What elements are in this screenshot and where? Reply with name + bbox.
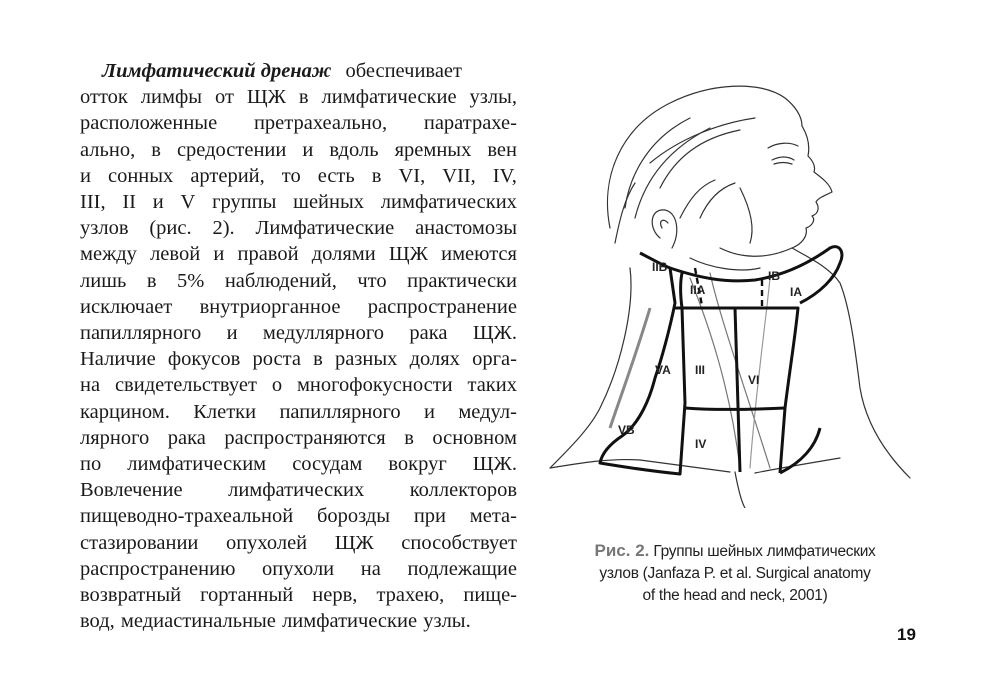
figure-neck-lymph-nodes: [540, 68, 950, 508]
region-v-outline: [600, 253, 685, 474]
paragraph-line-11: Наличие фокусов роста в разных долях орга-: [80, 348, 517, 371]
head-outline: [608, 86, 803, 228]
lead-rest: обеспечивает: [345, 60, 462, 82]
paragraph-line-16: Вовлечение лимфатических коллекторов: [80, 479, 517, 502]
lymph-regions: [600, 247, 842, 474]
label-va: VA: [655, 363, 671, 377]
face-profile: [792, 126, 832, 248]
caption-figure-number: Рис. 2.: [594, 541, 650, 560]
caption-line-3: of the head and neck, 2001): [642, 587, 828, 604]
paragraph-lines: [80, 84, 517, 634]
lead-term: Лимфатический дренаж: [102, 60, 332, 82]
neck-front-outline: [792, 248, 910, 478]
label-iib: IIB: [652, 260, 668, 274]
neck-illustration: [540, 68, 950, 508]
label-iia: IIA: [690, 283, 706, 297]
paragraph-line-20: возвратный гортанный нерв, трахею, пище-: [80, 584, 517, 607]
body-paragraph: [80, 58, 517, 634]
paragraph-line-1: отток лимфы от ЩЖ в лимфатические узлы,: [80, 86, 517, 109]
paragraph-line-14: лярного рака распространяются в основном: [80, 426, 517, 449]
label-ib: IB: [768, 269, 780, 283]
caption-line-2: узлов (Janfaza P. et al. Surgical anatomy: [599, 565, 871, 582]
paragraph-line-0: [80, 58, 517, 84]
figure-caption: [560, 540, 910, 607]
paragraph-line-19: распространению опухоли на подлежащие: [80, 557, 517, 580]
paragraph-line-18: стазировании опухолей ЩЖ способствует: [80, 531, 517, 554]
label-iv: IV: [695, 437, 707, 451]
paragraph-line-6: узлов (рис. 2). Лимфатические анастомозы: [80, 217, 517, 240]
label-iii: III: [695, 363, 706, 377]
label-ia: IA: [790, 285, 802, 299]
paragraph-line-15: по лимфатическим сосудам вокруг ЩЖ.: [80, 453, 517, 476]
label-vb: VB: [618, 423, 635, 437]
paragraph-line-9: исключает внутриорганное распространение: [80, 295, 517, 318]
paragraph-line-17: пищеводно-трахеальной борозды при мета-: [80, 505, 517, 528]
paragraph-line-10: папиллярного и медуллярного рака ЩЖ.: [80, 322, 517, 345]
label-vi: VI: [748, 373, 760, 387]
paragraph-line-21: вод, медиастинальные лимфатические узлы.: [80, 610, 471, 633]
caption-line-1: Группы шейных лимфатических: [653, 543, 876, 560]
paragraph-line-7: между левой и правой долями ЩЖ имеются: [80, 243, 517, 266]
paragraph-line-13: карцином. Клетки папиллярного и медул-: [80, 400, 517, 423]
paragraph-line-8: лишь в 5% наблюдений, что практически: [80, 269, 517, 292]
paragraph-line-5: III, II и V группы шейных лимфатических: [80, 191, 517, 214]
page-number: 19: [897, 625, 916, 644]
paragraph-line-3: ально, в средостении и вдоль яремных вен: [80, 138, 517, 161]
paragraph-line-4: и сонных артерий, то есть в VI, VII, IV,: [80, 164, 517, 187]
paragraph-line-12: на свидетельствует о многофокусности таких: [80, 374, 517, 397]
paragraph-line-2: расположенные претрахеально, паратрахе-: [80, 112, 517, 135]
